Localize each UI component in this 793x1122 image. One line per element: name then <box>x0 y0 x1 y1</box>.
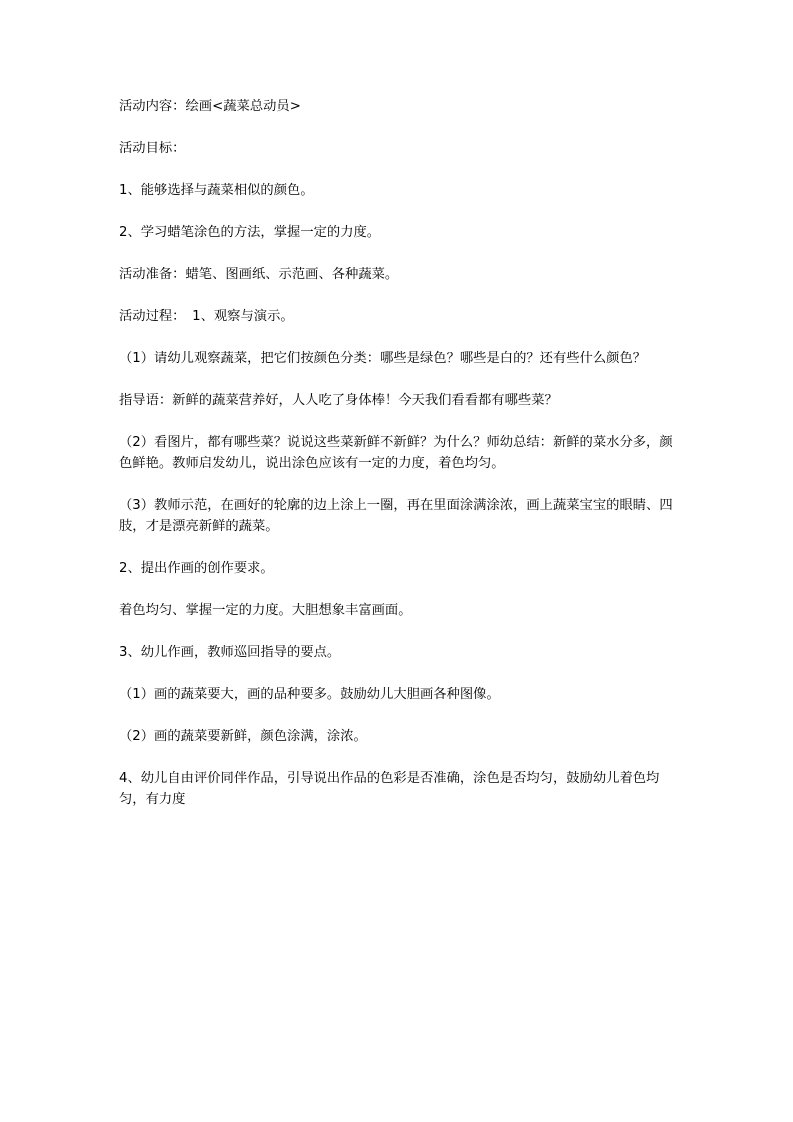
process-step-1-2: （2）看图片，都有哪些菜？说说这些菜新鲜不新鲜？为什么？师幼总结：新鲜的菜水分多，颜色鲜艳。教师启发幼儿，说出涂色应该有一定的力度，着色均匀。 <box>119 435 673 471</box>
goal-1: 1、能够选择与蔬菜相似的颜色。 <box>119 183 314 198</box>
activity-content-line: 活动内容：绘画<蔬菜总动员> <box>119 99 301 114</box>
activity-preparation: 活动准备：蜡笔、图画纸、示范画、各种蔬菜。 <box>119 267 399 282</box>
guidance-words: 指导语：新鲜的蔬菜营养好，人人吃了身体棒！今天我们看看都有哪些菜？ <box>119 393 558 408</box>
activity-goals-heading: 活动目标： <box>119 141 186 156</box>
step-3-point-1: （1）画的蔬菜要大，画的品种要多。鼓励幼儿大胆画各种图像。 <box>119 687 500 702</box>
process-step-4: 4、幼儿自由评价同伴作品，引导说出作品的色彩是否准确，涂色是否均匀，鼓励幼儿着色均匀，有力度 <box>119 771 660 807</box>
goal-2: 2、学习蜡笔涂色的方法，掌握一定的力度。 <box>119 225 381 240</box>
process-step-3: 3、幼儿作画，教师巡回指导的要点。 <box>119 645 341 660</box>
document-body <box>119 96 675 831</box>
process-step-2: 2、提出作画的创作要求。 <box>119 561 274 576</box>
process-step-1-1: （1）请幼儿观察蔬菜，把它们按颜色分类：哪些是绿色？哪些是白的？还有些什么颜色？ <box>119 351 647 366</box>
process-step-1-3: （3）教师示范，在画好的轮廓的边上涂上一圈，再在里面涂满涂浓，画上蔬菜宝宝的眼睛、四肢，才是漂亮新鲜的蔬菜。 <box>119 498 673 534</box>
step-3-point-2: （2）画的蔬菜要新鲜，颜色涂满，涂浓。 <box>119 729 367 744</box>
step-2-detail: 着色均匀、掌握一定的力度。大胆想象丰富画面。 <box>119 603 412 618</box>
activity-process-heading: 活动过程： 1、观察与演示。 <box>119 309 294 324</box>
